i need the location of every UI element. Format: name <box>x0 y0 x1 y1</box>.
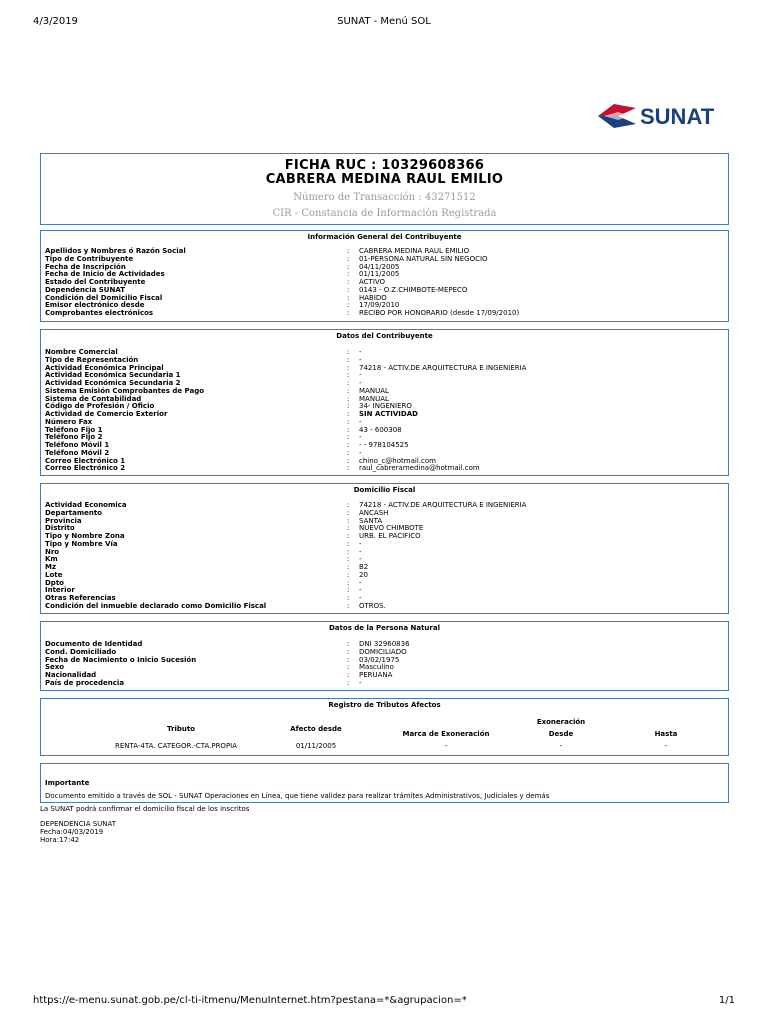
kv-row <box>45 465 725 473</box>
field-separator: : <box>347 262 350 271</box>
field-separator: : <box>347 402 350 411</box>
field-label: Fecha de Inscripción <box>45 262 126 271</box>
field-label: Actividad Economica <box>45 501 127 509</box>
field-label: Condición del inmueble declarado como Domicilio Fiscal <box>45 601 267 610</box>
field-separator: : <box>347 285 350 294</box>
field-value: 34- INGENIERO <box>359 402 412 411</box>
field-label: Actividad de Comercio Exterior <box>45 410 168 418</box>
field-label: Teléfono Fijo 1 <box>45 425 103 434</box>
kv-row <box>45 427 725 435</box>
cell-tributo: RENTA-4TA. CATEGOR.-CTA.PROPIA <box>114 742 238 750</box>
field-separator: : <box>347 586 350 595</box>
field-separator: : <box>347 270 350 279</box>
field-separator: : <box>347 647 350 656</box>
field-label: Tipo y Nombre Vía <box>45 539 118 548</box>
field-separator: : <box>347 640 350 648</box>
kv-row <box>45 572 725 580</box>
field-separator: : <box>347 678 350 687</box>
field-value: - <box>359 594 362 602</box>
field-label: Estado del Contribuyente <box>45 278 146 286</box>
print-footer <box>0 995 768 1007</box>
kv-row <box>45 442 725 450</box>
field-value: - <box>359 586 362 595</box>
field-label: Tipo y Nombre Zona <box>45 532 125 540</box>
field-separator: : <box>347 247 350 255</box>
field-value: NUEVO CHIMBOTE <box>359 524 424 533</box>
print-date: 4/3/2019 <box>33 16 78 27</box>
field-label: Apellidos y Nombres ó Razón Social <box>45 247 186 255</box>
field-value: - <box>359 448 362 457</box>
field-label: Nombre Comercial <box>45 348 118 356</box>
kv-list <box>45 502 725 611</box>
ficha-ruc-header <box>40 153 729 225</box>
field-separator: : <box>347 539 350 548</box>
kv-row <box>45 549 725 557</box>
field-separator: : <box>347 278 350 286</box>
field-separator: : <box>347 464 350 473</box>
cir-title: CIR - Constancia de Información Registrada <box>272 208 497 219</box>
field-label: Otras Referencias <box>45 594 116 602</box>
sunat-logo <box>596 96 730 136</box>
cell-desde: - <box>559 742 563 750</box>
section-persona-natural <box>40 621 729 691</box>
field-value: 01/11/2005 <box>359 270 400 279</box>
field-label: Actividad Económica Secundaria 2 <box>45 379 181 387</box>
section-title: Registro de Tributos Afectos <box>328 701 441 709</box>
field-separator: : <box>347 417 350 426</box>
section-title: Datos del Contribuyente <box>336 332 433 340</box>
kv-row <box>45 533 725 541</box>
field-value: - <box>359 578 362 587</box>
field-value: 17/09/2010 <box>359 301 400 310</box>
col-header-afecto-desde: Afecto desde <box>290 725 342 733</box>
section-info-general <box>40 230 729 322</box>
field-value: Masculino <box>359 663 394 672</box>
kv-row <box>45 541 725 549</box>
field-label: Sexo <box>45 663 65 672</box>
field-separator: : <box>347 578 350 587</box>
field-value: CABRERA MEDINA RAUL EMILIO <box>359 247 470 255</box>
field-value: 01-PERSONA NATURAL SIN NEGOCIO <box>359 254 488 263</box>
field-label: Dpto <box>45 578 64 587</box>
field-label: Dependencia SUNAT <box>45 285 125 294</box>
field-label: Documento de Identidad <box>45 640 143 648</box>
field-value: URB. EL PACIFICO <box>359 532 421 540</box>
field-label: Km <box>45 555 58 564</box>
field-value: - <box>359 678 362 687</box>
kv-row <box>45 587 725 595</box>
field-separator: : <box>347 524 350 533</box>
field-separator: : <box>347 379 350 387</box>
footer-hora: Hora:17:42 <box>40 836 80 844</box>
field-separator: : <box>347 594 350 602</box>
field-label: Correo Electrónico 2 <box>45 464 126 473</box>
kv-row <box>45 349 725 357</box>
field-separator: : <box>347 671 350 679</box>
field-separator: : <box>347 293 350 302</box>
field-value: 74218 - ACTIV.DE ARQUITECTURA E INGENIERIA <box>359 363 527 372</box>
field-separator: : <box>347 456 350 465</box>
confirm-note: La SUNAT podrá confirmar el domicilio fiscal de los inscritos <box>40 805 250 813</box>
field-value: - <box>359 433 362 442</box>
field-label: Actividad Económica Secundaria 1 <box>45 371 181 380</box>
field-separator: : <box>347 532 350 540</box>
field-separator: : <box>347 563 350 571</box>
field-value: SANTA <box>359 516 383 525</box>
field-value: - <box>359 417 362 426</box>
contributor-name: CABRERA MEDINA RAUL EMILIO <box>265 172 504 187</box>
col-header-hasta: Hasta <box>654 730 678 738</box>
kv-row <box>45 271 725 279</box>
field-value: ACTIVO <box>359 278 386 286</box>
importante-text: Documento emitido a través de SOL - SUNAT Operaciones en Línea, que tiene validez para realizar trámites Administrativos, Judiciales y demás <box>45 792 550 800</box>
col-header-marca: Marca de Exoneración <box>402 730 490 738</box>
col-header-exoneracion: Exoneración <box>536 718 586 726</box>
field-value: ANCASH <box>359 508 389 517</box>
field-separator: : <box>347 254 350 263</box>
field-separator: : <box>347 386 350 395</box>
cell-afecto-desde: 01/11/2005 <box>295 742 337 750</box>
field-value: PERUANA <box>359 671 393 679</box>
field-separator: : <box>347 363 350 372</box>
field-separator: : <box>347 547 350 556</box>
kv-row <box>45 672 725 680</box>
field-label: Nro <box>45 547 60 556</box>
field-label: Sistema de Contabilidad <box>45 394 142 403</box>
field-label: Emisor electrónico desde <box>45 301 145 310</box>
kv-row <box>45 310 725 318</box>
field-separator: : <box>347 425 350 434</box>
field-value: 20 <box>359 570 368 579</box>
kv-row <box>45 603 725 611</box>
print-header <box>0 16 768 30</box>
transaction-number: Número de Transacción : 43271512 <box>293 192 476 203</box>
field-separator: : <box>347 433 350 442</box>
section-tributos <box>40 698 729 756</box>
field-value: chino_c@hotmail.com <box>359 456 436 465</box>
kv-row <box>45 510 725 518</box>
field-separator: : <box>347 501 350 509</box>
col-header-tributo: Tributo <box>166 725 195 733</box>
field-label: Comprobantes electrónicos <box>45 309 154 317</box>
field-label: Tipo de Contribuyente <box>45 254 134 263</box>
field-separator: : <box>347 570 350 579</box>
importante-title: Importante <box>45 779 90 787</box>
field-value: DNI 32960836 <box>359 640 410 648</box>
field-separator: : <box>347 448 350 457</box>
field-label: Correo Electrónico 1 <box>45 456 126 465</box>
field-value: - <box>359 355 362 364</box>
kv-row <box>45 580 725 588</box>
field-separator: : <box>347 508 350 517</box>
field-value: RECIBO POR HONORARIO (desde 17/09/2010) <box>359 309 520 317</box>
kv-row <box>45 680 725 688</box>
ficha-ruc-number: FICHA RUC : 10329608366 <box>284 158 485 173</box>
field-label: Distrito <box>45 524 75 533</box>
field-label: Actividad Económica Principal <box>45 363 164 372</box>
field-value: 74218 - ACTIV.DE ARQUITECTURA E INGENIERIA <box>359 501 527 509</box>
field-separator: : <box>347 516 350 525</box>
field-label: Número Fax <box>45 417 93 426</box>
page-number: 1/1 <box>718 995 735 1006</box>
field-separator: : <box>347 441 350 449</box>
field-value: - <box>359 547 362 556</box>
field-separator: : <box>347 601 350 610</box>
field-separator: : <box>347 410 350 418</box>
kv-row <box>45 411 725 419</box>
field-value: MANUAL <box>359 394 389 403</box>
field-value: - - 978104525 <box>359 441 409 449</box>
field-value: - <box>359 539 362 548</box>
field-value: - <box>359 555 362 564</box>
field-value: HABIDO <box>359 293 387 302</box>
field-separator: : <box>347 355 350 364</box>
cell-hasta: - <box>664 742 668 750</box>
field-label: Mz <box>45 563 57 571</box>
field-separator: : <box>347 371 350 380</box>
kv-list <box>45 349 725 473</box>
field-value: 0143 - O.Z.CHIMBOTE-MEPECO <box>359 285 468 294</box>
field-separator: : <box>347 301 350 310</box>
field-value: 43 - 600308 <box>359 425 402 434</box>
field-label: Interior <box>45 586 75 595</box>
field-label: Fecha de Inicio de Actividades <box>45 270 165 279</box>
kv-row <box>45 556 725 564</box>
field-label: Provincia <box>45 516 82 525</box>
field-value: - <box>359 348 362 356</box>
field-value: MANUAL <box>359 386 389 395</box>
field-separator: : <box>347 394 350 403</box>
kv-row <box>45 564 725 572</box>
field-value: DOMICILIADO <box>359 647 407 656</box>
field-value: OTROS. <box>359 601 386 610</box>
field-value: 03/02/1975 <box>359 655 400 664</box>
print-title: SUNAT - Menú SOL <box>337 16 431 27</box>
field-value: 04/11/2005 <box>359 262 400 271</box>
field-value: raul_cabreramedina@hotmail.com <box>359 464 480 473</box>
kv-list <box>45 641 725 688</box>
field-label: Condición del Domicilio Fiscal <box>45 293 163 302</box>
field-label: Lote <box>45 570 63 579</box>
field-label: Cond. Domiciliado <box>45 647 117 656</box>
section-title: Domicilio Fiscal <box>353 486 416 494</box>
print-url: https://e-menu.sunat.gob.pe/cl-ti-itmenu/MenuInternet.htm?pestana=*&agrupacion=* <box>33 995 467 1006</box>
section-title: Información General del Contribuyente <box>307 233 462 241</box>
field-value: B2 <box>359 563 369 571</box>
field-label: Tipo de Representación <box>45 355 139 364</box>
cell-marca: - <box>444 742 448 750</box>
footer-fecha: Fecha:04/03/2019 <box>40 828 104 836</box>
field-separator: : <box>347 655 350 664</box>
field-separator: : <box>347 348 350 356</box>
field-value: SIN ACTIVIDAD <box>359 410 418 418</box>
field-label: País de procedencia <box>45 678 125 687</box>
field-label: Sistema Emisión Comprobantes de Pago <box>45 386 205 395</box>
field-label: Código de Profesión / Oficio <box>45 402 155 411</box>
section-datos-contribuyente <box>40 329 729 476</box>
dependencia-label: DEPENDENCIA SUNAT <box>40 820 117 828</box>
sunat-logo-text: SUNAT <box>640 104 715 129</box>
field-separator: : <box>347 309 350 317</box>
section-domicilio-fiscal <box>40 483 729 614</box>
field-label: Teléfono Fijo 2 <box>45 433 103 442</box>
col-header-desde: Desde <box>548 730 574 738</box>
section-title: Datos de la Persona Natural <box>329 624 440 632</box>
field-separator: : <box>347 663 350 672</box>
field-label: Nacionalidad <box>45 671 97 679</box>
field-value: - <box>359 379 362 387</box>
kv-list <box>45 248 725 318</box>
field-separator: : <box>347 555 350 564</box>
field-label: Teléfono Móvil 1 <box>45 441 110 449</box>
field-label: Fecha de Nacimiento o Inicio Sucesión <box>45 655 197 664</box>
section-importante <box>40 763 729 803</box>
field-label: Departamento <box>45 508 102 517</box>
field-value: - <box>359 371 362 380</box>
field-label: Teléfono Móvil 2 <box>45 448 110 457</box>
